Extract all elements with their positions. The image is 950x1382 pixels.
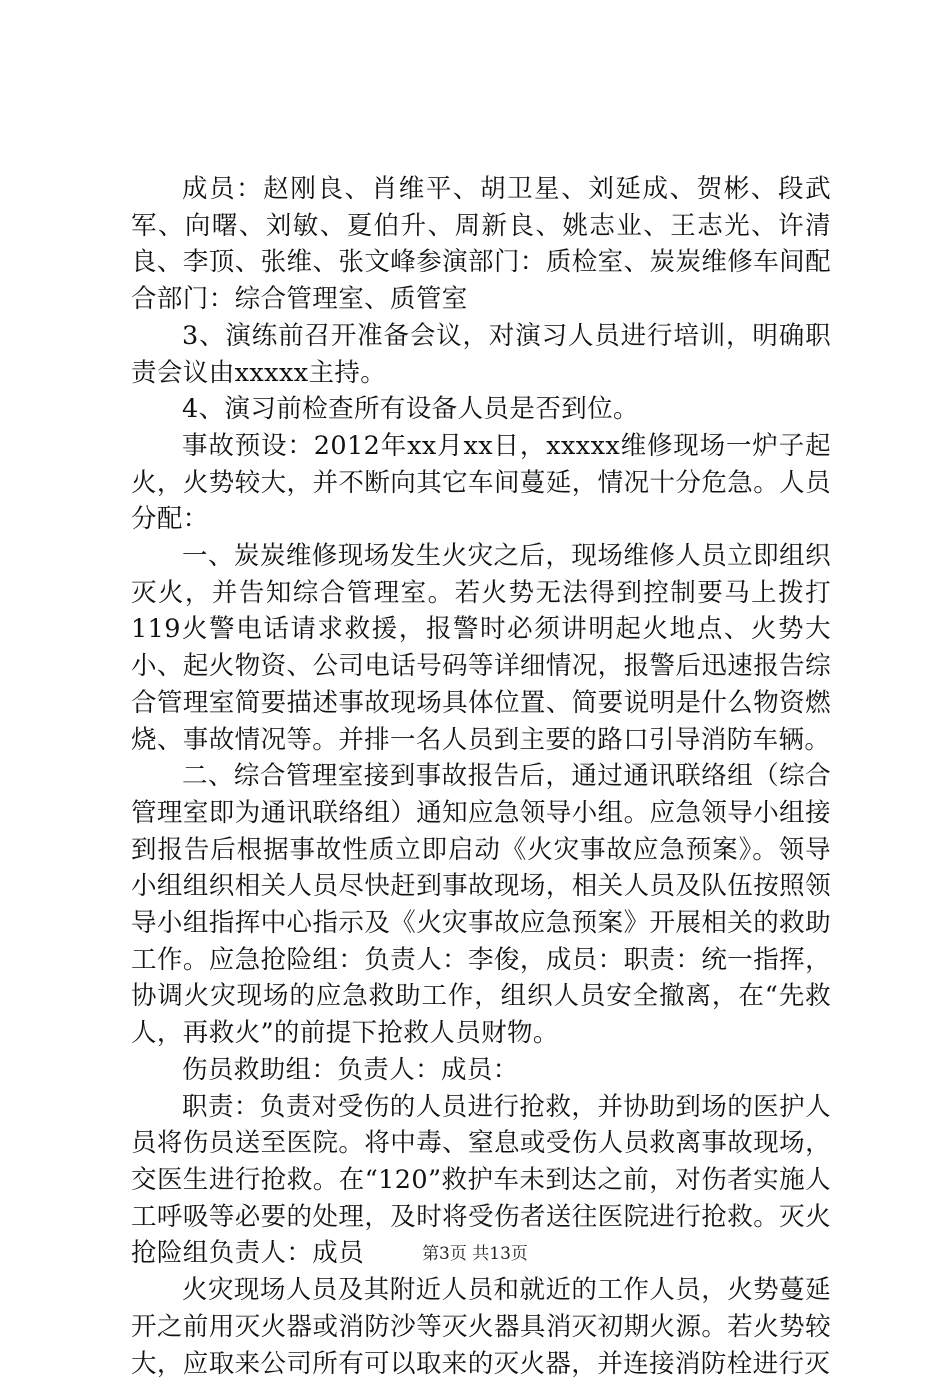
paragraph-rescue-group: 伤员救助组：负责人：成员：: [182, 1054, 519, 1085]
paragraph-item-4: 4、演习前检查所有设备人员是否到位。: [182, 394, 639, 425]
paragraph-section-1: 一、炭炭维修现场发生火灾之后，现场维修人员立即组织灭火，并告知综合管理室。若火势无法得到控制要马上拨打119火警电话请求救援，报警时必须讲明起火地点、火势大小、起火物资、公司电话号码等详细情况，报警后迅速报告综合管理室简要描述事故现场具体位置、简要说明是什么物资燃烧、事故情况等。并排一名人员到主要的路口引导消防车辆。: [131, 541, 831, 755]
paragraph-duties: 职责：负责对受伤的人员进行抢救，并协助到场的医护人员将伤员送至医院。将中毒、窒息或受伤人员救离事故现场，交医生进行抢救。在“120”救护车未到达之前，对伤者实施人工呼吸等必要的处理，及时将受伤者送往医院进行抢救。灭火抢险组负责人：成员: [131, 1091, 831, 1269]
paragraph-section-2: 二、综合管理室接到事故报告后，通过通讯联络组（综合管理室即为通讯联络组）通知应急领导小组。应急领导小组接到报告后根据事故性质立即启动《火灾事故应急预案》。领导小组组织相关人员尽快赶到事故现场，相关人员及队伍按照领导小组指挥中心指示及《火灾事故应急预案》开展相关的救助工作。应急抢险组：负责人：李俊，成员：职责：统一指挥，协调火灾现场的应急救助工作，组织人员安全撤离，在“先救人，再救火”的前提下抢救人员财物。: [131, 761, 831, 1049]
paragraph-members: 成员：赵刚良、肖维平、胡卫星、刘延成、贺彬、段武军、向曙、刘敏、夏伯升、周新良、姚志业、王志光、许清良、李顶、张维、张文峰参演部门：质检室、炭炭维修车间配合部门：综合管理室、质管室: [131, 174, 831, 315]
paragraph-fire-scene: 火灾现场人员及其附近人员和就近的工作人员，火势蔓延开之前用灭火器或消防沙等灭火器具消灭初期火源。若火势较大，应取来公司所有可以取来的灭火器，并连接消防栓进行灭: [131, 1275, 831, 1379]
document-body: [131, 171, 831, 1382]
paragraph-item-3: 3、演练前召开准备会议，对演习人员进行培训，明确职责会议由xxxxx主持。: [131, 320, 831, 388]
page-footer: 第3页 共13页: [422, 1244, 528, 1264]
paragraph-accident-scenario: 事故预设：2012年xx月xx日，xxxxx维修现场一炉子起火，火势较大，并不断向其它车间蔓延，情况十分危急。人员分配：: [131, 430, 831, 535]
